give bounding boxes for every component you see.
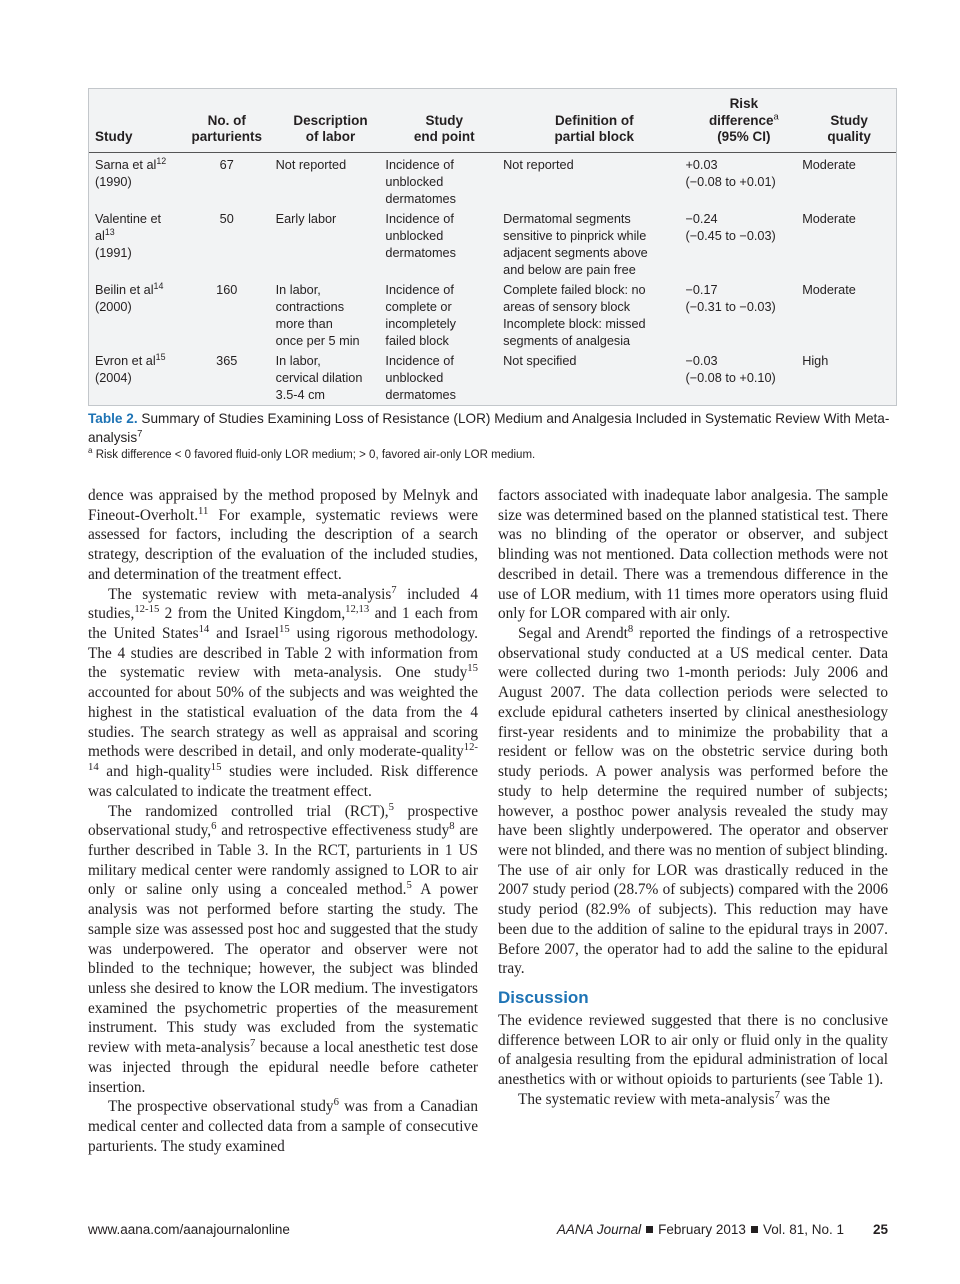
cell-parturients: 365 <box>216 353 238 368</box>
cell-quality: Moderate <box>802 282 856 297</box>
header-labor: Description of labor <box>276 89 386 152</box>
header-definition: Definition of partial block <box>503 89 685 152</box>
cell-quality: High <box>802 353 829 368</box>
body-column-right <box>498 486 888 1110</box>
cell-labor: Early labor <box>275 211 337 226</box>
paragraph: The evidence reviewed suggested that there is no conclusive difference between LOR to air only or fluid only in the quality of analgesia resulting from the epidural administration of local anesthetics with or without opioids to parturients (see Table 1). <box>498 1011 888 1089</box>
cell-endpoint: Incidence of complete or incompletely failed block <box>385 282 456 348</box>
cell-definition: Dermatomal segments sensitive to pinprick while adjacent segments above and below are pain free <box>503 211 648 277</box>
header-endpoint: Study end point <box>385 89 503 152</box>
paragraph: The systematic review with meta-analysis$^7$ was the <box>518 1088 831 1108</box>
cell-definition: Not reported <box>503 157 574 172</box>
caption-footnote: $^a$ Risk difference < 0 favored fluid-only LOR medium; > 0, favored air-only LOR medium. <box>88 446 536 461</box>
cell-risk: +0.03 (−0.08 to +0.01) <box>685 157 776 189</box>
header-quality: Study quality <box>802 89 896 152</box>
paragraph: factors associated with inadequate labor analgesia. The sample size was determined based on the planned statistical test. There was no blinding of the operator or observer, and subject blinding was not mentioned. Data collection methods were not described in detail. There was a tremendous difference in the use of LOR medium, with 11 times more operators using fluid only for LOR compared with air only. <box>498 487 888 623</box>
cell-study: Valentine et $al^{13}$ (1991) <box>95 211 162 260</box>
table-row <box>89 152 896 211</box>
paragraph: The systematic review with meta-analysis$^7$ included 4 studies,$^{12-15}$ 2 from the United Kingdom,$^{12,13}$ and 1 each from the United States$^{14}$ and Israel$^{15}$ using rigorous methodology. The 4 studies are described in Table 2 with information from the systematic review with meta-analysis. One study$^{15}$ accounted for about 50% of the subjects and was weighted the highest in the statistical evaluation of the data from the 4 studies. The search strategy as well as appraisal and scoring methods were described in detail, and only moderate-quality$^{12-14}$ and high-quality$^{15}$ studies were included. Risk difference was calculated to indicate the treatment effect. <box>88 583 478 800</box>
paragraph: dence was appraised by the method proposed by Melnyk and Fineout-Overholt.$^{11}$ For example, systematic reviews were assessed for factors, including the description of a search strategy, description of the evaluation of the included studies, and determination of the treatment effect. <box>88 487 478 583</box>
table-row <box>89 282 896 353</box>
caption-title: Table 2. Summary of Studies Examining Loss of Resistance (LOR) Medium and Analgesia Included in Systematic Review With Meta-analysis$^7$ <box>88 411 890 445</box>
cell-parturients: 160 <box>216 282 238 297</box>
paragraph: The prospective observational study$^6$ was from a Canadian medical center and collected data from a sample of consecutive parturients. The study examined <box>88 1096 478 1155</box>
cell-risk: −0.24 (−0.45 to −0.03) <box>685 211 776 243</box>
studies-table <box>89 89 896 407</box>
cell-endpoint: Incidence of unblocked dermatomes <box>385 211 456 260</box>
table-row <box>89 211 896 282</box>
cell-endpoint: Incidence of unblocked dermatomes <box>385 157 456 206</box>
page-footer <box>88 1222 888 1242</box>
cell-parturients: 67 <box>219 157 234 172</box>
journal-citation: AANA Journal February 2013 Vol. 81, No. 1 <box>556 1222 844 1237</box>
table-caption <box>88 410 893 463</box>
cell-endpoint: Incidence of unblocked dermatomes <box>385 353 456 402</box>
page-number: 25 <box>872 1222 888 1237</box>
cell-parturients: 50 <box>219 211 234 226</box>
table-header-row <box>89 89 896 152</box>
cell-study: Evron et $al^{15}$ (2004) <box>95 351 166 385</box>
cell-quality: Moderate <box>802 211 856 226</box>
caption-label: Table 2. <box>88 411 138 426</box>
table-row <box>89 353 896 407</box>
cell-definition: Not specified <box>503 353 577 368</box>
cell-risk: −0.17 (−0.31 to −0.03) <box>685 282 776 314</box>
cell-definition: Complete failed block: no areas of sensory block Incomplete block: missed segments of analgesia <box>503 282 646 348</box>
header-risk: Risk difference$^a$ (95% CI) <box>685 89 802 152</box>
cell-study: Sarna et $al^{12}$ (1990) <box>95 155 167 189</box>
paragraph: The randomized controlled trial (RCT),$^5$ prospective observational study,$^6$ and retrospective effectiveness study$^8$ are further described in Table 3. In the RCT, parturients in 1 US military medical center were randomly assigned to LOR to air only or saline only using a concealed method.$^5$ A power analysis was not performed before starting the study. The sample size was assessed post hoc and suggested that the study was underpowered. The operator and observer were not blinded to the technique; however, the subject was blinded unless she desired to know the LOR medium. The investigators examined the psychometric properties of the measurement instrument. This study was excluded from the systematic review with meta-analysis$^7$ because a local anesthetic test dose was injected through the epidural needle before catheter insertion. <box>88 800 479 1096</box>
cell-labor: In labor, contractions more than once per 5 min <box>275 282 360 348</box>
cell-quality: Moderate <box>802 157 856 172</box>
square-bullet-icon <box>646 1226 653 1233</box>
journal-url-link[interactable]: www.aana.com/aanajournalonline <box>88 1222 290 1237</box>
section-heading-discussion: Discussion <box>498 987 589 1007</box>
cell-labor: In labor, cervical dilation 3.5-4 cm <box>275 353 363 402</box>
cell-labor: Not reported <box>275 157 347 172</box>
body-column-left <box>88 486 478 1156</box>
header-study: Study <box>89 89 178 152</box>
paragraph: Segal and Arendt$^8$ reported the findings of a retrospective observational study conducted at a US medical center. Data were collected during two 1-month periods: July 2006 and August 2007. The data collection periods were selected to exclude epidural catheters inserted by clinical anesthesiology first-year residents and to minimize the probability that a resident or fellow was on the obstetric service during both study periods. A power analysis was performed before the study to help determine the required number of subjects; however, a posthoc power analysis revealed the study may have been slightly underpowered. The operator and observer were not blinded, and there was no mention of subject blinding. The use of air only for LOR was drastically reduced in the 2007 study period (28.7% of subjects) compared with the 2006 study period (82.9% of subjects). This reduction may have been due to the addition of saline to the epidural trays in 2007. Before 2007, the operator had to add the saline to the epidural tray. <box>498 622 888 978</box>
square-bullet-icon <box>751 1226 758 1233</box>
header-parturients: No. of parturients <box>178 89 276 152</box>
table-2-panel <box>88 88 897 406</box>
cell-risk: −0.03 (−0.08 to +0.10) <box>685 353 776 385</box>
cell-study: Beilin et $al^{14}$ (2000) <box>95 280 164 314</box>
